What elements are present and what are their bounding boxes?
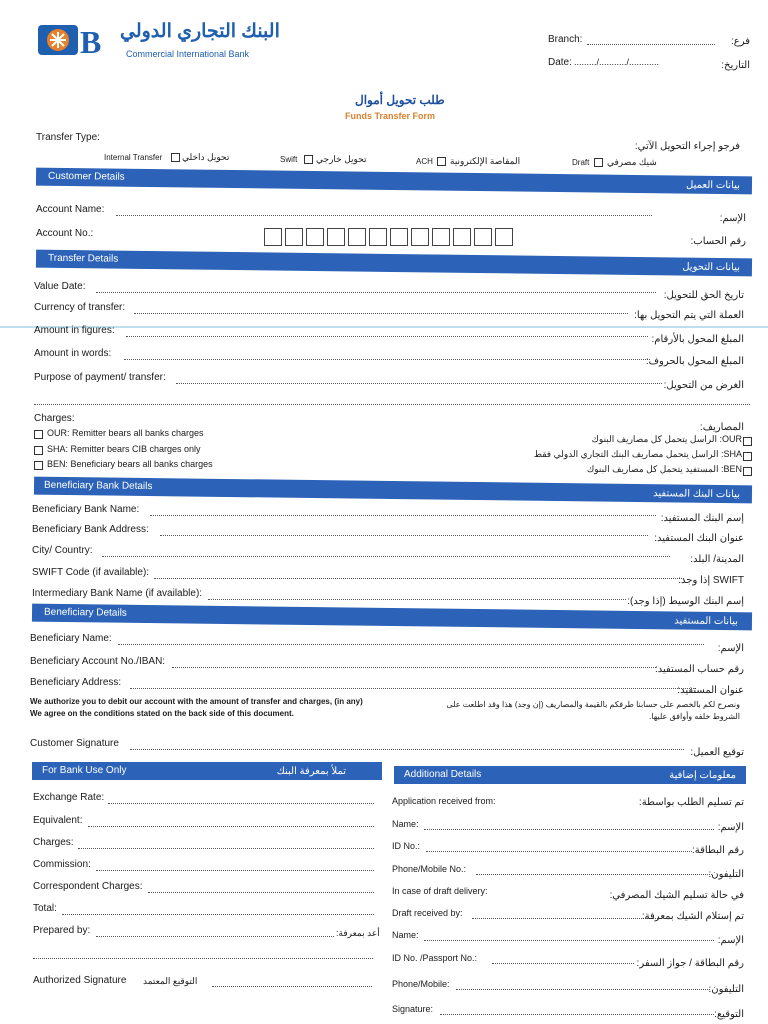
authorization-text-ar-2: الشروط خلفه وأوافق عليها. [649, 712, 740, 721]
account-name-label: Account Name: [36, 204, 105, 215]
additional-details-title: Additional Details [404, 769, 482, 780]
add-phone-field[interactable] [476, 874, 712, 875]
charges-our-checkbox[interactable] [34, 430, 43, 439]
add-phone-label: Phone/Mobile No.: [392, 864, 467, 874]
draft-phone-label: Phone/Mobile: [392, 979, 450, 989]
total-field[interactable] [62, 914, 374, 915]
beneficiary-details-header [32, 604, 752, 631]
bank-address-label: Beneficiary Bank Address: [32, 524, 149, 535]
bank-name-en: Commercial International Bank [126, 49, 250, 59]
correspondent-charges-field[interactable] [148, 892, 374, 893]
form-title-ar: طلب تحويل أموال [355, 93, 445, 107]
branch-field[interactable] [587, 44, 715, 45]
account-digit-box[interactable] [348, 228, 366, 246]
intermediary-field[interactable] [208, 599, 626, 600]
account-name-label-ar: الإسم: [719, 213, 746, 224]
beneficiary-name-label: Beneficiary Name: [30, 633, 112, 644]
option-internal-checkbox[interactable] [171, 153, 180, 162]
charges-bank-field[interactable] [78, 848, 374, 849]
account-digit-box[interactable] [432, 228, 450, 246]
svg-text:B: B [80, 24, 102, 58]
bank-name-label: Beneficiary Bank Name: [32, 504, 140, 515]
draft-signature-label-ar: التوقيع: [714, 1009, 744, 1020]
account-digit-box[interactable] [453, 228, 471, 246]
draft-signature-field[interactable] [440, 1014, 714, 1015]
beneficiary-name-field[interactable] [118, 644, 704, 645]
currency-field[interactable] [134, 313, 628, 314]
currency-label: Currency of transfer: [34, 302, 126, 313]
commission-field[interactable] [96, 870, 374, 871]
draft-delivery-label-ar: في حالة تسليم الشيك المصرفي: [609, 890, 744, 901]
add-id-field[interactable] [426, 851, 692, 852]
form-title-en: Funds Transfer Form [345, 111, 436, 121]
exchange-rate-field[interactable] [108, 803, 374, 804]
option-draft-ar: شيك مصرفي [607, 157, 657, 167]
draft-id-field[interactable] [492, 963, 634, 964]
application-received-label: Application received from: [392, 796, 496, 806]
option-internal-label: Internal Transfer [104, 153, 163, 162]
add-name-field[interactable] [424, 829, 714, 830]
city-label-ar: المدينة/ البلد: [690, 554, 744, 565]
additional-details-header [394, 766, 746, 784]
account-digit-box[interactable] [369, 228, 387, 246]
purpose-label: Purpose of payment/ transfer: [34, 372, 166, 383]
correspondent-charges-label: Correspondent Charges: [33, 881, 143, 892]
account-no-label: Account No.: [36, 228, 94, 239]
authorization-text-ar-1: ونصرح لكم بالخصم على حسابنا طرفكم بالقيمة والمصاريف (إن وجد) هذا وقد اطلعت على [446, 700, 740, 709]
transfer-details-title: Transfer Details [47, 252, 119, 265]
account-digit-box[interactable] [285, 228, 303, 246]
customer-details-title: Customer Details [47, 170, 125, 183]
beneficiary-details-title: Beneficiary Details [43, 606, 127, 619]
authorization-text-1: We authorize you to debit our account with the amount of transfer and charges, (in any) [30, 697, 363, 706]
draft-signature-label: Signature: [392, 1004, 434, 1014]
charges-our-ar: OUR: الراسل يتحمل كل مصاريف البنوك [591, 434, 742, 444]
bank-address-field[interactable] [160, 535, 648, 536]
charges-label-ar: المصاريف: [699, 422, 744, 433]
add-id-label-ar: رقم البطاقة: [691, 845, 744, 856]
beneficiary-bank-title: Beneficiary Bank Details [43, 479, 153, 493]
option-ach-label: ACH [416, 157, 433, 166]
bank-name-field[interactable] [150, 515, 656, 516]
branch-label: Branch: [548, 34, 583, 45]
charges-sha-ar-checkbox[interactable] [743, 452, 752, 461]
option-draft-checkbox[interactable] [594, 158, 603, 167]
draft-id-label-ar: رقم البطاقة / جواز السفر: [636, 958, 744, 969]
swift-field[interactable] [154, 578, 684, 579]
purpose-field[interactable] [176, 383, 662, 384]
add-name-label-ar: الإسم: [717, 822, 744, 833]
transfer-type-label-ar: فرجو إجراء التحويل الآتي: [634, 141, 740, 152]
transfer-details-header [36, 250, 752, 277]
amount-words-label: Amount in words: [34, 348, 112, 359]
bank-name-ar: البنك التجاري الدولي [120, 21, 280, 42]
intermediary-label: Intermediary Bank Name (if available): [32, 588, 203, 599]
amount-figures-label: Amount in figures: [34, 325, 115, 336]
option-ach-checkbox[interactable] [437, 157, 446, 166]
draft-id-label: ID No. /Passport No.: [392, 953, 478, 963]
cib-logo [38, 22, 120, 58]
account-digit-box[interactable] [474, 228, 492, 246]
bank-use-header [32, 762, 382, 780]
commission-label: Commission: [33, 859, 91, 870]
charges-ben-ar-checkbox[interactable] [743, 467, 752, 476]
purpose-label-ar: الغرض من التحويل: [663, 380, 744, 391]
bank-name-label-ar: إسم البنك المستفيد: [660, 513, 744, 524]
exchange-rate-label: Exchange Rate: [33, 792, 105, 803]
beneficiary-account-field[interactable] [172, 667, 656, 668]
draft-name-label-ar: الإسم: [717, 935, 744, 946]
bank-address-label-ar: عنوان البنك المستفيد: [654, 533, 744, 544]
beneficiary-account-label: Beneficiary Account No./IBAN: [30, 656, 166, 667]
bank-use-title: For Bank Use Only [42, 765, 127, 776]
charges-sha-checkbox[interactable] [34, 446, 43, 455]
option-ach-ar: المقاصة الإلكترونية [450, 156, 521, 166]
option-swift-checkbox[interactable] [304, 155, 313, 164]
amount-words-label-ar: المبلغ المحول بالحروف: [645, 356, 744, 367]
beneficiary-address-label-ar: عنوان المستفيد: [677, 685, 744, 696]
additional-details-title-ar: معلومات إضافية [669, 770, 736, 781]
authorized-signature-label: Authorized Signature [33, 975, 127, 986]
account-digit-box[interactable] [390, 228, 408, 246]
account-name-field[interactable] [116, 215, 652, 216]
city-label: City/ Country: [32, 545, 93, 556]
customer-signature-field[interactable] [130, 749, 684, 750]
charges-sha-label: SHA: Remitter bears CIB charges only [47, 444, 201, 454]
prepared-by-field[interactable] [96, 936, 334, 937]
authorized-signature-label-ar: التوقيع المعتمد [143, 976, 198, 986]
transfer-details-title-ar: بيانات التحويل [682, 261, 741, 274]
charges-ben-label: BEN: Beneficiary bears all banks charges [47, 459, 213, 469]
value-date-field[interactable] [96, 292, 656, 293]
swift-label-ar: SWIFT إذا وجد: [678, 575, 744, 586]
customer-signature-label: Customer Signature [30, 738, 119, 749]
customer-signature-label-ar: توقيع العميل: [690, 747, 744, 758]
intermediary-label-ar: إسم البنك الوسيط (إذا وجد): [627, 596, 744, 607]
cib-logo-icon [38, 22, 120, 58]
date-label-ar: التاريخ: [721, 60, 750, 71]
option-swift-label: Swift [280, 155, 298, 164]
account-no-boxes[interactable] [264, 228, 524, 248]
draft-phone-label-ar: التليفون: [708, 984, 744, 995]
charges-our-ar-checkbox[interactable] [743, 437, 752, 446]
add-id-label: ID No.: [392, 841, 421, 851]
prepared-by-label: Prepared by: [33, 925, 91, 936]
date-label: Date: [548, 57, 572, 68]
branch-label-ar: فرع: [730, 36, 750, 47]
charges-sha-ar: SHA: الراسل يتحمل مصاريف البنك التجاري الدولي فقط [533, 449, 742, 459]
account-digit-box[interactable] [327, 228, 345, 246]
equivalent-label: Equivalent: [33, 815, 83, 826]
prepared-by-label-ar: أعد بمعرفة: [336, 928, 380, 938]
charges-label: Charges: [34, 413, 75, 424]
prepared-by-field-2[interactable] [33, 958, 373, 959]
date-field[interactable]: ........./.........../............ [574, 57, 660, 67]
value-date-label: Value Date: [34, 281, 86, 292]
currency-label-ar: العملة التي يتم التحويل بها: [634, 310, 744, 321]
account-no-label-ar: رقم الحساب: [690, 236, 746, 247]
value-date-label-ar: تاريخ الحق للتحويل: [663, 290, 744, 301]
draft-received-label: Draft received by: [392, 908, 463, 918]
account-digit-box[interactable] [264, 228, 282, 246]
scan-line [0, 326, 768, 328]
transfer-type-label: Transfer Type: [36, 132, 100, 143]
add-name-label: Name: [392, 819, 419, 829]
draft-received-label-ar: تم إستلام الشيك بمعرفة: [641, 911, 744, 922]
customer-details-header [36, 168, 752, 195]
beneficiary-bank-header [34, 477, 752, 504]
draft-name-label: Name: [392, 930, 419, 940]
option-swift-ar: تحويل خارجي [316, 154, 367, 164]
draft-name-field[interactable] [424, 940, 714, 941]
total-label: Total: [33, 903, 57, 914]
charges-our-label: OUR: Remitter bears all banks charges [47, 428, 204, 438]
draft-phone-field[interactable] [456, 989, 710, 990]
authorized-signature-field[interactable] [212, 986, 372, 987]
swift-label: SWIFT Code (if available): [32, 567, 150, 578]
amount-words-field[interactable] [124, 359, 650, 360]
beneficiary-address-label: Beneficiary Address: [30, 677, 122, 688]
charges-bank-label: Charges: [33, 837, 74, 848]
option-internal-ar: تحويل داخلي [182, 152, 230, 162]
amount-figures-field[interactable] [126, 336, 648, 337]
bank-use-title-ar: تملأ بمعرفة البنك [276, 766, 346, 777]
beneficiary-address-field[interactable] [130, 688, 696, 689]
application-received-label-ar: تم تسليم الطلب بواسطة: [638, 797, 744, 808]
beneficiary-details-title-ar: بيانات المستفيد [674, 615, 739, 628]
account-digit-box[interactable] [495, 228, 513, 246]
option-draft-label: Draft [572, 158, 590, 167]
draft-delivery-label: In case of draft delivery: [392, 886, 488, 896]
authorization-text-2: We agree on the conditions stated on the back side of this document. [30, 709, 294, 718]
charges-ben-ar: BEN: المستفيد يتحمل كل مصاريف البنوك [586, 464, 742, 474]
beneficiary-name-label-ar: الإسم: [717, 643, 744, 654]
customer-details-title-ar: بيانات العميل [685, 179, 741, 192]
charges-ben-checkbox[interactable] [34, 461, 43, 470]
beneficiary-account-label-ar: رقم حساب المستفيد: [654, 664, 744, 675]
amount-figures-label-ar: المبلغ المحول بالأرقام: [651, 334, 744, 345]
account-digit-box[interactable] [306, 228, 324, 246]
city-field[interactable] [102, 556, 670, 557]
beneficiary-bank-title-ar: بيانات البنك المستفيد [653, 488, 741, 501]
draft-received-field[interactable] [472, 918, 662, 919]
equivalent-field[interactable] [88, 826, 374, 827]
account-digit-box[interactable] [411, 228, 429, 246]
purpose-field-line2[interactable] [34, 404, 750, 405]
add-phone-label-ar: التليفون: [708, 869, 744, 880]
